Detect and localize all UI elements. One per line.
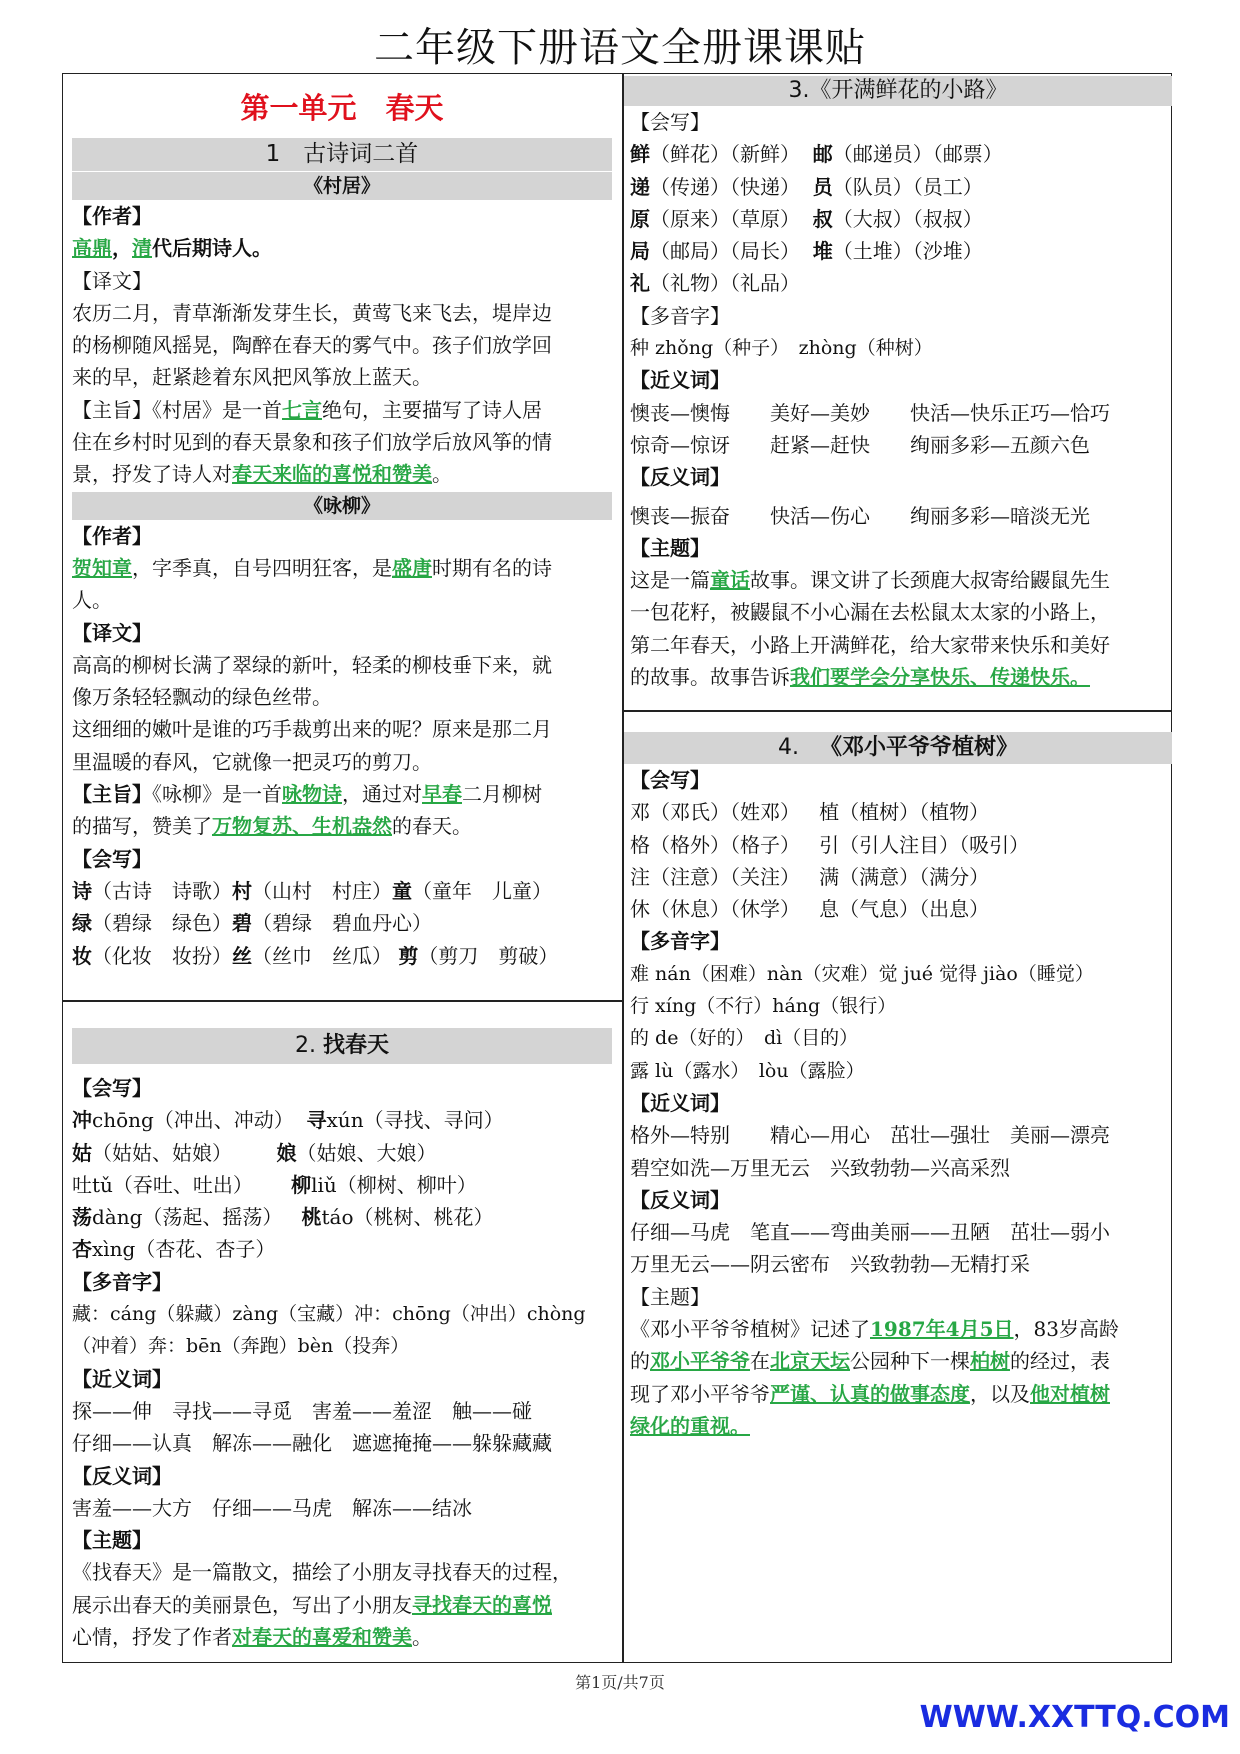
poem2-trans-line: 这细细的嫩叶是谁的巧手裁剪出来的呢？原来是那二月 — [72, 717, 552, 742]
lesson2-write-row: 冲chōng（冲出、冲动） 寻xún（寻找、寻问） — [72, 1108, 504, 1133]
lesson4-ant-line: 万里无云——阴云密布 兴致勃勃—无精打采 — [630, 1252, 1030, 1277]
lesson3-poly-head: 【多音字】 — [630, 303, 730, 328]
site-watermark[interactable]: WWW.XXTTQ.COM — [919, 1700, 1230, 1735]
lesson4-poly-line: 行 xíng（不行）háng（银行） — [630, 995, 897, 1018]
lesson4-syn-line: 格外—特别 精心—用心 茁壮—强壮 美丽—漂亮 — [630, 1123, 1110, 1148]
lesson4-write-row: 休（休息）（休学） 息（气息）（出息） — [630, 897, 990, 922]
lesson3-theme-line: 一包花籽，被鼹鼠不小心漏在去松鼠太太家的小路上， — [630, 600, 1110, 625]
poem2-author-head: 【作者】 — [72, 523, 152, 548]
poem1-name: 《村居》 — [72, 171, 612, 200]
lesson4-poly-head: 【多音字】 — [630, 929, 730, 954]
lesson2-title: 2. 找春天 — [72, 1028, 612, 1064]
lesson2-write-row: 姑（姑姑、姑娘） 娘（姑娘、大娘） — [72, 1140, 437, 1165]
poem2-author: 贺知章，字季真，自号四明狂客，是盛唐时期有名的诗 — [72, 555, 552, 580]
lesson3-syn-head: 【近义词】 — [630, 368, 730, 393]
lesson4-poly-line: 露 lù（露水） lòu（露脸） — [630, 1059, 865, 1082]
lesson3-syn-line: 惊奇—惊讶 赶紧—赶快 绚丽多彩—五颜六色 — [630, 432, 1090, 457]
lesson4-poly-line: 难 nán（困难）nàn（灾难）觉 jué 觉得 jiào（睡觉） — [630, 962, 1094, 985]
lesson3-write-row: 原（原来）（草原） 叔（大叔）（叔叔） — [630, 206, 983, 231]
poem1-trans-line: 农历二月，青草渐渐发芽生长，黄莺飞来飞去，堤岸边 — [72, 300, 552, 325]
poem2-trans-head: 【译文】 — [72, 620, 152, 645]
lesson2-syn-line: 探——伸 寻找——寻觅 害羞——羞涩 触——碰 — [72, 1398, 532, 1423]
poem1-trans-line: 的杨柳随风摇晃，陶醉在春天的雾气中。孩子们放学回 — [72, 333, 552, 358]
lesson3-write-row: 递（传递）（快递） 员（队员）（员工） — [630, 174, 983, 199]
lesson1-section — [72, 90, 612, 972]
lesson4-ant-head: 【反义词】 — [630, 1187, 730, 1212]
page-title: 二年级下册语文全册课课贴 — [374, 25, 866, 71]
poem1-theme: 【主旨】《村居》是一首七言绝句，主要描写了诗人居 — [72, 397, 542, 422]
lesson1-title: 1 古诗词二首 — [72, 138, 612, 171]
lesson4-poly-line: 的 de（好的） dì（目的） — [630, 1027, 859, 1050]
lesson4-ant-line: 仔细—马虎 笔直——弯曲美丽——丑陋 茁壮—弱小 — [630, 1220, 1110, 1245]
lesson4-write-row: 邓（邓氏）（姓邓） 植（植树）（植物） — [630, 800, 990, 825]
lesson4-write-head: 【会写】 — [630, 768, 710, 792]
lesson2-theme-line: 《找春天》是一篇散文，描绘了小朋友寻找春天的过程， — [72, 1560, 572, 1585]
poem2-theme-end: 的描写，赞美了万物复苏、生机盎然的春天。 — [72, 814, 472, 839]
lesson2-syn-head: 【近义词】 — [72, 1366, 172, 1391]
poem2-theme: 【主旨】《咏柳》是一首咏物诗，通过对早春二月柳树 — [72, 782, 542, 807]
page-footer: 第1页/共7页 — [575, 1673, 665, 1692]
lesson4-title: 4. 《邓小平爷爷植树》 — [624, 732, 1172, 764]
lesson2-theme-line: 展示出春天的美丽景色，写出了小朋友寻找春天的喜悦 — [72, 1592, 552, 1617]
lesson2-poly-line: 藏：cáng（躲藏）zàng（宝藏）冲：chōng（冲出）chòng — [72, 1303, 586, 1326]
lesson2-ant-line: 害羞——大方 仔细——马虎 解冻——结冰 — [72, 1495, 472, 1520]
lesson4-theme-line: 绿化的重视。 — [630, 1413, 750, 1438]
lesson3-theme-head: 【主题】 — [630, 535, 710, 560]
lesson2-syn-line: 仔细——认真 解冻——融化 遮遮掩掩——躲躲藏藏 — [72, 1431, 552, 1456]
lesson3-section — [630, 76, 1172, 693]
lesson3-write-row: 鲜（鲜花）（新鲜） 邮（邮递员）（邮票） — [630, 142, 1003, 167]
lesson3-ant-head: 【反义词】 — [630, 465, 730, 490]
unit-title: 第一单元 春天 — [240, 91, 444, 125]
lesson3-theme-line: 这是一篇童话故事。课文讲了长颈鹿大叔寄给鼹鼠先生 — [630, 568, 1110, 593]
lesson3-theme-line: 的故事。故事告诉我们要学会分享快乐、传递快乐。 — [630, 665, 1090, 690]
lesson4-syn-head: 【近义词】 — [630, 1090, 730, 1115]
lesson3-syn-line: 懊丧—懊悔 美好—美妙 快活—快乐正巧—恰巧 — [630, 400, 1110, 425]
lesson1-write-row: 诗（古诗 诗歌）村（山村 村庄）童（童年 儿童） — [72, 878, 552, 903]
left-section-divider — [62, 1000, 623, 1002]
poem1-trans-line: 来的早，赶紧趁着东风把风筝放上蓝天。 — [72, 365, 432, 390]
lesson4-theme-line: 的邓小平爷爷在北京天坛公园种下一棵柏树的经过，表 — [630, 1349, 1110, 1374]
lesson2-write-row: 杏xìng（杏花、杏子） — [72, 1237, 276, 1262]
lesson2-write-head: 【会写】 — [72, 1076, 152, 1100]
poem1-theme-line: 住在乡村时见到的春天景象和孩子们放学后放风筝的情 — [72, 430, 552, 455]
poem1-author: 高鼎，清代后期诗人。 — [72, 236, 272, 261]
right-section-divider — [623, 710, 1172, 712]
column-divider — [622, 73, 624, 1663]
lesson3-ant-line: 懊丧—振奋 快活—伤心 绚丽多彩—暗淡无光 — [630, 503, 1090, 528]
poem2-trans-line: 高高的柳树长满了翠绿的新叶，轻柔的柳枝垂下来，就 — [72, 652, 552, 677]
lesson2-write-row: 吐tǔ（吞吐、吐出） 柳liǔ（柳树、柳叶） — [72, 1172, 477, 1197]
poem2-author-line2: 人。 — [72, 588, 112, 613]
poem1-trans-head: 【译文】 — [72, 268, 152, 293]
lesson1-write-row: 妆（化妆 妆扮）丝（丝巾 丝瓜） 剪（剪刀 剪破） — [72, 943, 559, 968]
lesson4-section — [630, 732, 1172, 1442]
poem1-theme-end: 景，抒发了诗人对春天来临的喜悦和赞美。 — [72, 462, 452, 487]
lesson3-poly-line: 种 zhǒng（种子） zhòng（种树） — [630, 337, 933, 360]
lesson4-theme-line: 现了邓小平爷爷严谨、认真的做事态度，以及他对植树 — [630, 1381, 1110, 1406]
lesson2-theme-line: 心情，抒发了作者对春天的喜爱和赞美。 — [72, 1625, 432, 1650]
lesson3-theme-line: 第二年春天，小路上开满鲜花，给大家带来快乐和美好 — [630, 632, 1110, 657]
poem2-name: 《咏柳》 — [72, 491, 612, 520]
lesson2-write-row: 荡dàng（荡起、摇荡） 桃táo（桃树、桃花） — [72, 1205, 494, 1230]
poem1-author-head: 【作者】 — [72, 204, 152, 228]
lesson3-title: 3.《开满鲜花的小路》 — [624, 76, 1172, 106]
lesson1-write-head: 【会写】 — [72, 846, 152, 871]
poem2-trans-line: 里温暖的春风，它就像一把灵巧的剪刀。 — [72, 749, 432, 774]
lesson2-ant-head: 【反义词】 — [72, 1463, 172, 1488]
lesson4-theme-head: 【主题】 — [630, 1284, 710, 1309]
poem2-trans-line: 像万条轻轻飘动的绿色丝带。 — [72, 685, 332, 710]
lesson4-syn-line: 碧空如洗—万里无云 兴致勃勃—兴高采烈 — [630, 1155, 1010, 1180]
lesson2-section — [72, 1028, 612, 1653]
lesson4-theme-line: 《邓小平爷爷植树》记述了1987年4月5日，83岁高龄 — [630, 1317, 1119, 1342]
lesson2-theme-head: 【主题】 — [72, 1528, 152, 1553]
lesson3-write-head: 【会写】 — [630, 110, 710, 134]
lesson2-poly-line: （冲着）奔：bēn（奔跑）bèn（投奔） — [72, 1335, 410, 1358]
lesson3-write-row: 局（邮局）（局长） 堆（土堆）（沙堆） — [630, 239, 983, 264]
lesson4-write-row: 格（格外）（格子） 引（引人注目）（吸引） — [630, 832, 1030, 857]
lesson3-write-row: 礼（礼物）（礼品） — [630, 271, 800, 296]
lesson4-write-row: 注（注意）（关注） 满（满意）（满分） — [630, 864, 990, 889]
lesson1-write-row: 绿（碧绿 绿色）碧（碧绿 碧血丹心） — [72, 911, 432, 936]
lesson2-poly-head: 【多音字】 — [72, 1269, 172, 1294]
